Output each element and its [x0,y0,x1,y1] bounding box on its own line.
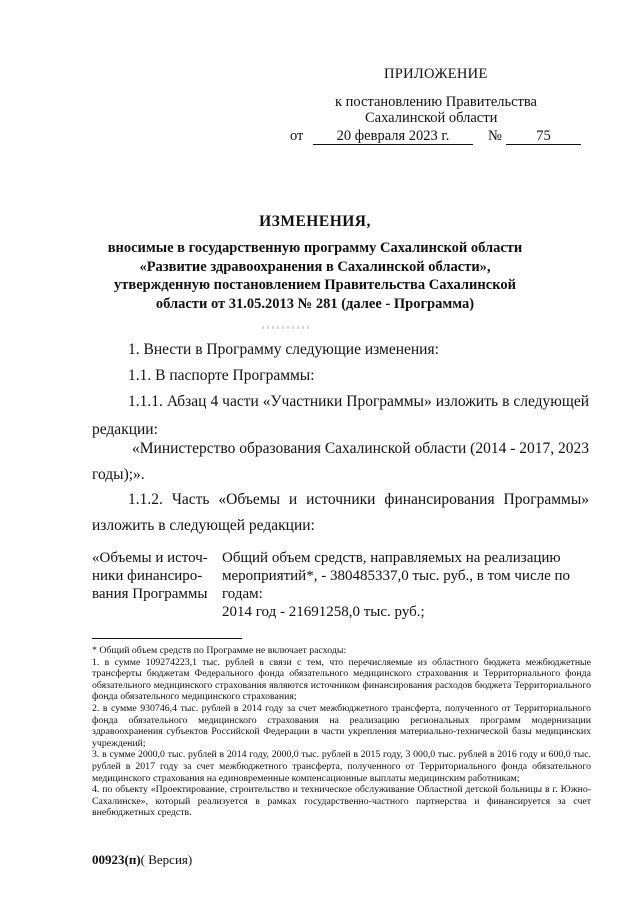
scan-smudge [262,326,312,329]
passport-label-line-3: вания Программы [92,586,208,602]
document-version: ( Версия) [140,852,193,867]
document-heading [70,213,560,313]
appendix-region-line: Сахалинской области [365,110,498,126]
heading-line-4: области от 31.05.2013 № 281 (далее - Программа) [155,295,475,312]
footnote-item-1: 1. в сумме 109274223,1 тыс. рублей в связи с тем, что перечисляемые из областного бюджета межбюджетные трансферты бюджетам Федерального фонда обязательного медицинского страхования и Территориального фонда обязательного медицинского страхования являются источником финансирования расходов бюджета Территориального фонда обязательного медицинского страхования; [92,656,591,703]
passport-section-label [92,549,210,603]
resolution-number: 75 [506,126,581,145]
heading-line-2: «Развитие здравоохранения в Сахалинской области», [139,258,491,275]
paragraph-1-1-2: 1.1.2. Часть «Объемы и источники финансирования Программы» изложить в следующей редакции: [92,491,589,534]
document-code: 00923(п) [92,852,141,867]
paragraph-1: 1. Внести в Программу следующие изменения: [128,341,439,358]
document-footer [92,852,192,868]
passport-label-line-1: «Объемы и источ- [92,550,208,566]
resolution-date: 20 февраля 2023 г. [313,126,473,145]
passport-value-line-2: мероприятий*, - 380485337,0 тыс. руб., в том числе по [222,568,571,584]
footnote-item-4: 4. по объекту «Проектирование, строительство и техническое обслуживание Областной детской больницы в г. Южно-Сахалинске», который реализуется в рамках государственно-частного партнерства и финансируется за счет внебюджетных средств. [92,784,591,819]
footnote-intro: * Общий объем средств по Программе не включает расходы: [92,645,347,656]
heading-line-3: утвержденную постановлением Правительства Сахалинской [114,277,516,293]
paragraph-1-1: 1.1. В паспорте Программы: [128,367,315,384]
passport-value-line-1: Общий объем средств, направляемых на реализацию [222,550,561,566]
passport-value-line-4: 2014 год - 21691258,0 тыс. руб.; [222,604,425,620]
heading-line-1: вносимые в государственную программу Сахалинской области [107,240,523,256]
passport-value-line-3: годам: [222,586,263,602]
appendix-resolution-line: к постановлению Правительства [335,94,537,110]
passport-section-value [222,549,591,621]
paragraph-1-1-1: 1.1.1. Абзац 4 части «Участники Программы» изложить в следующей редакции: [92,393,589,438]
footnote-item-2: 2. в сумме 930746,4 тыс. рублей в 2014 году за счет межбюджетного трансферта, полученного от Территориального фонда обязательного медицинского страхования на реализацию региональных программ модернизации здравоохранения субъектов Российской Федерации в части укрепления материально-технической базы медицинских учреждений; [92,702,591,749]
footnote-item-3: 3. в сумме 2000,0 тыс. рублей в 2014 году, 2000,0 тыс. рублей в 2015 году, 3 000,0 тыс. рублей в 2016 году и 600,0 тыс. рублей в 2017 году за счет межбюджетного трансферта, полученного от Территориального фонда обязательного медицинского страхования на единовременные компенсационные выплаты медицинским работникам; [92,749,591,784]
appendix-title: ПРИЛОЖЕНИЕ [384,66,488,82]
heading-title: ИЗМЕНЕНИЯ, [259,213,371,230]
number-label: № [488,128,502,144]
paragraph-ministry-quote: «Министерство образования Сахалинской области (2014 - 2017, 2023 годы);». [92,440,589,483]
passport-label-line-2: ники финансиро- [92,568,203,584]
from-label: от [290,128,304,144]
appendix-date-number-line [290,126,590,146]
footnotes [92,645,591,819]
footnote-separator [92,638,242,639]
